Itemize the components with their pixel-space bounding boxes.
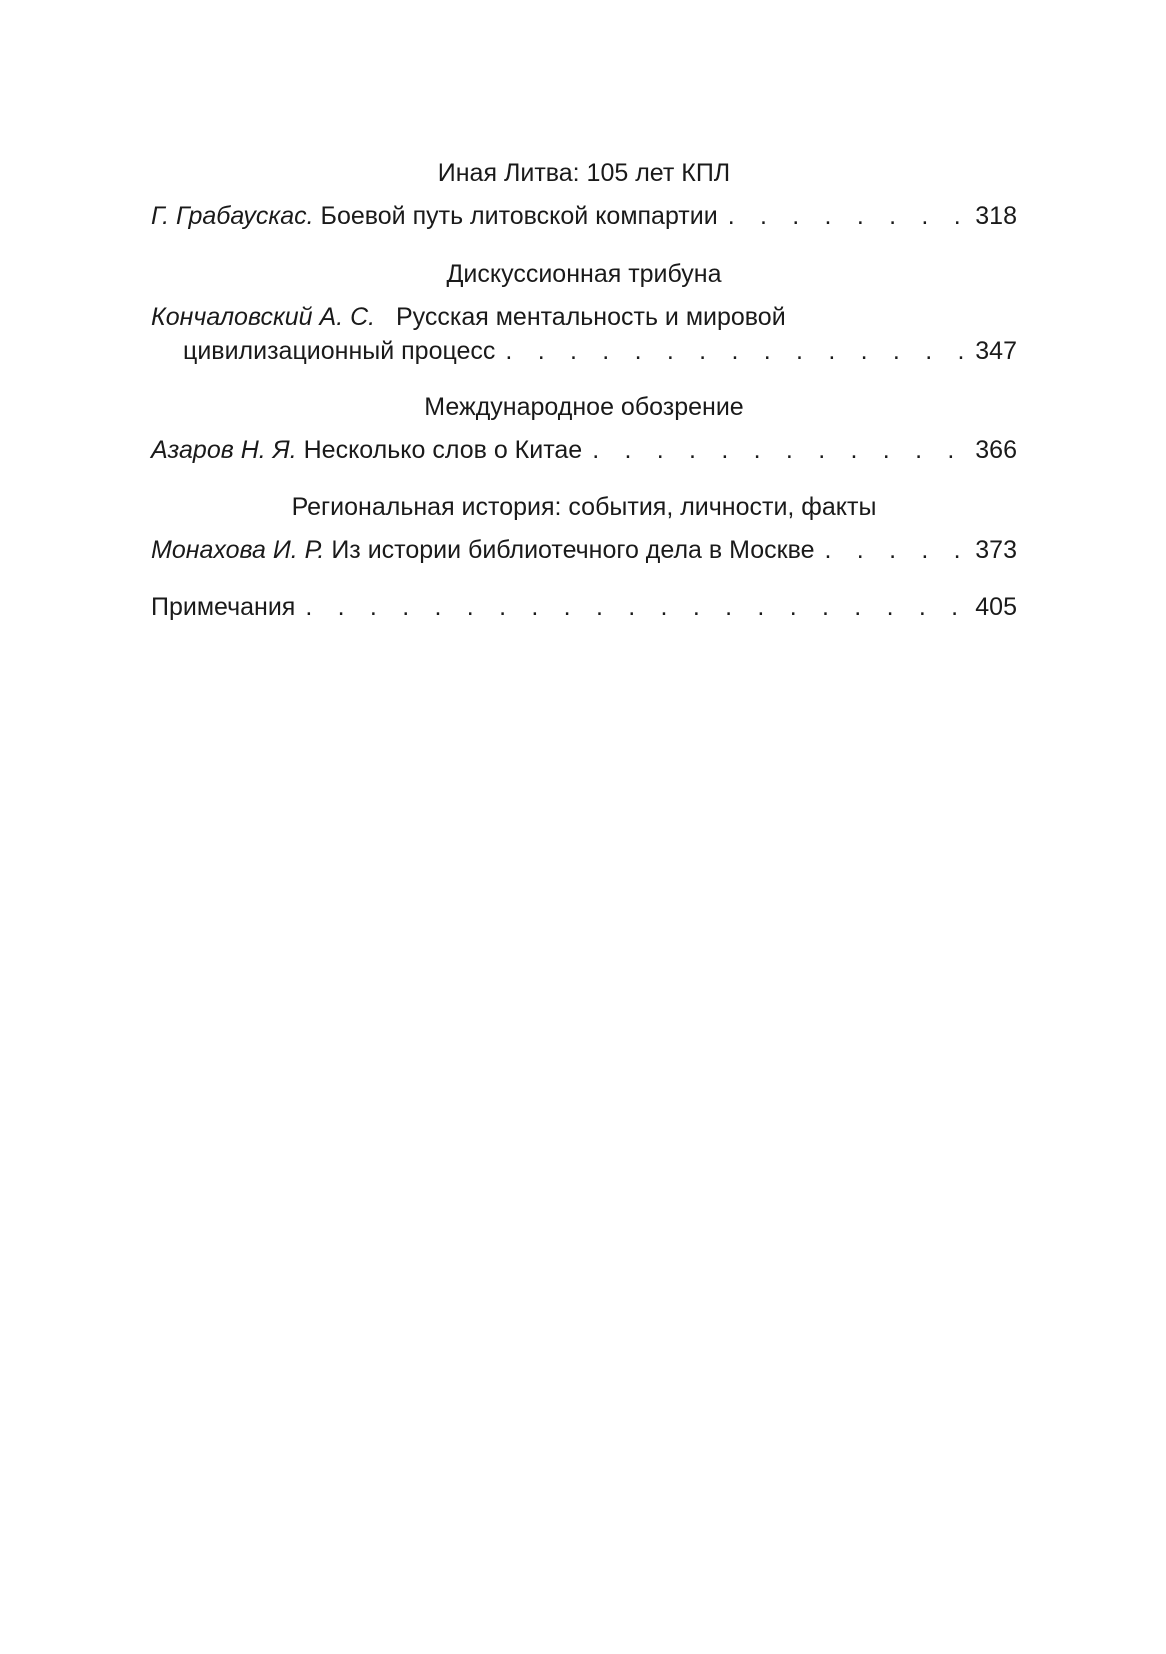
toc-entry-azarov[interactable]: [151, 433, 1017, 467]
notes-title: Примечания: [151, 593, 296, 621]
dot-leader: [305, 590, 971, 624]
dot-leader: [592, 433, 971, 467]
entry-page-number: 347: [975, 337, 1017, 365]
entry-title-line2: цивилизационный процесс: [183, 337, 496, 365]
table-of-contents: [151, 156, 1017, 624]
entry-page-number: 366: [975, 436, 1017, 464]
section-heading-discussion: Дискуссионная трибуна: [446, 260, 722, 288]
entry-author: Азаров Н. Я.: [151, 436, 297, 464]
entry-author: Кончаловский А. С.: [151, 303, 376, 331]
entry-title: Из истории библиотечного дела в Москве: [331, 536, 815, 564]
dot-leader: [505, 334, 971, 368]
notes-page-number: 405: [975, 593, 1017, 621]
section-heading-international: Международное обозрение: [424, 393, 744, 421]
entry-author: Г. Грабаускас.: [151, 202, 314, 230]
dot-leader: [728, 199, 972, 233]
entry-title-line1: Русская ментальность и мировой: [395, 303, 786, 331]
toc-entry-grabauskas[interactable]: [151, 199, 1017, 233]
toc-entry-monakhova[interactable]: [151, 533, 1017, 567]
entry-author: Монахова И. Р.: [151, 536, 325, 564]
entry-title: Несколько слов о Китае: [303, 436, 583, 464]
entry-title: Боевой путь литовской компартии: [320, 202, 718, 230]
dot-leader: [824, 533, 971, 567]
toc-entry-notes[interactable]: [151, 590, 1017, 624]
entry-page-number: 318: [975, 202, 1017, 230]
section-heading-lithuania: Иная Литва: 105 лет КПЛ: [437, 159, 731, 187]
toc-entry-konchalovsky[interactable]: [151, 300, 1017, 368]
section-heading-regional-history: Региональная история: события, личности, факты: [291, 493, 877, 521]
entry-page-number: 373: [975, 536, 1017, 564]
